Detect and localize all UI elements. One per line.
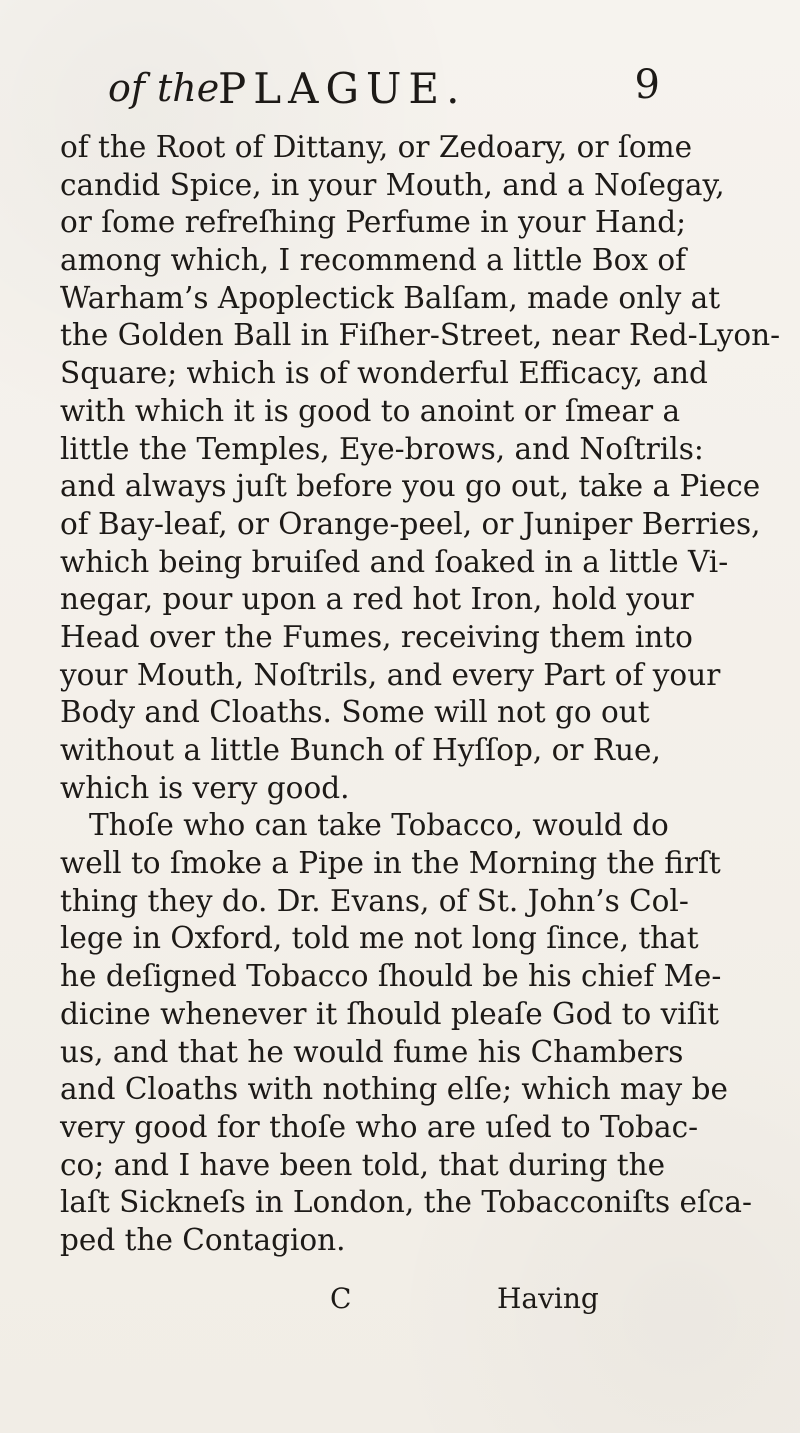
text-line-22: lege in Oxford, told me not long ſince, that	[60, 921, 699, 956]
catchword: Having	[497, 1282, 599, 1315]
text-line-19: Thoſe who can take Tobacco, would do	[89, 808, 669, 843]
text-line-25: us, and that he would fume his Chambers	[60, 1034, 684, 1069]
text-line-6: the Golden Ball in Fiſher-Street, near Red-Lyon-	[60, 318, 781, 353]
text-line-4: among which, I recommend a little Box of	[60, 243, 687, 278]
text-line-29: laſt Sickneſs in London, the Tobacconiſts eſca-	[60, 1185, 752, 1220]
text-line-11: of Bay-leaf, or Orange-peel, or Juniper Berries,	[60, 506, 761, 541]
text-line-12: which being bruiſed and ſoaked in a little Vi-	[60, 544, 729, 579]
text-line-21: thing they do. Dr. Evans, of St. John’s Col-	[60, 883, 689, 918]
text-line-28: co; and I have been told, that during the	[60, 1147, 666, 1182]
text-line-15: your Mouth, Noſtrils, and every Part of your	[60, 657, 721, 692]
running-head-prefix: of the	[108, 66, 220, 110]
text-line-10: and always juſt before you go out, take a Piece	[60, 469, 761, 504]
text-line-20: well to ſmoke a Pipe in the Morning the firſt	[60, 846, 721, 881]
text-line-5: Warham’s Apoplectick Balſam, made only at	[60, 280, 721, 315]
text-line-30: ped the Contagion.	[60, 1222, 346, 1257]
text-line-1: of the Root of Dittany, or Zedoary, or ſome	[60, 130, 693, 164]
text-line-14: Head over the Fumes, receiving them into	[60, 619, 693, 654]
text-line-13: negar, pour upon a red hot Iron, hold your	[60, 582, 694, 617]
text-line-16: Body and Cloaths. Some will not go out	[60, 695, 650, 730]
running-head-title: PLAGUE.	[218, 64, 467, 113]
body-text	[60, 129, 781, 1260]
text-line-24: dicine whenever it ſhould pleaſe God to viſit	[60, 996, 719, 1031]
text-line-7: Square; which is of wonderful Efficacy, and	[60, 356, 708, 391]
text-line-8: with which it is good to anoint or ſmear a	[60, 393, 681, 428]
signature-mark: C	[330, 1282, 352, 1315]
text-line-9: little the Temples, Eye-brows, and Noſtrils:	[60, 431, 704, 466]
page-footer	[0, 1282, 800, 1322]
text-line-3: or ſome refreſhing Perfume in your Hand;	[60, 205, 687, 240]
text-line-17: without a little Bunch of Hyſſop, or Rue,	[60, 733, 661, 767]
page-number: 9	[634, 62, 660, 108]
text-line-23: he deſigned Tobacco ſhould be his chief Me-	[60, 959, 722, 994]
text-line-2: candid Spice, in your Mouth, and a Noſegay,	[60, 167, 725, 202]
text-line-18: which is very good.	[60, 770, 350, 805]
text-line-27: very good for thoſe who are uſed to Tobac-	[60, 1109, 699, 1144]
running-head	[108, 58, 660, 118]
text-line-26: and Cloaths with nothing elſe; which may be	[60, 1072, 728, 1107]
